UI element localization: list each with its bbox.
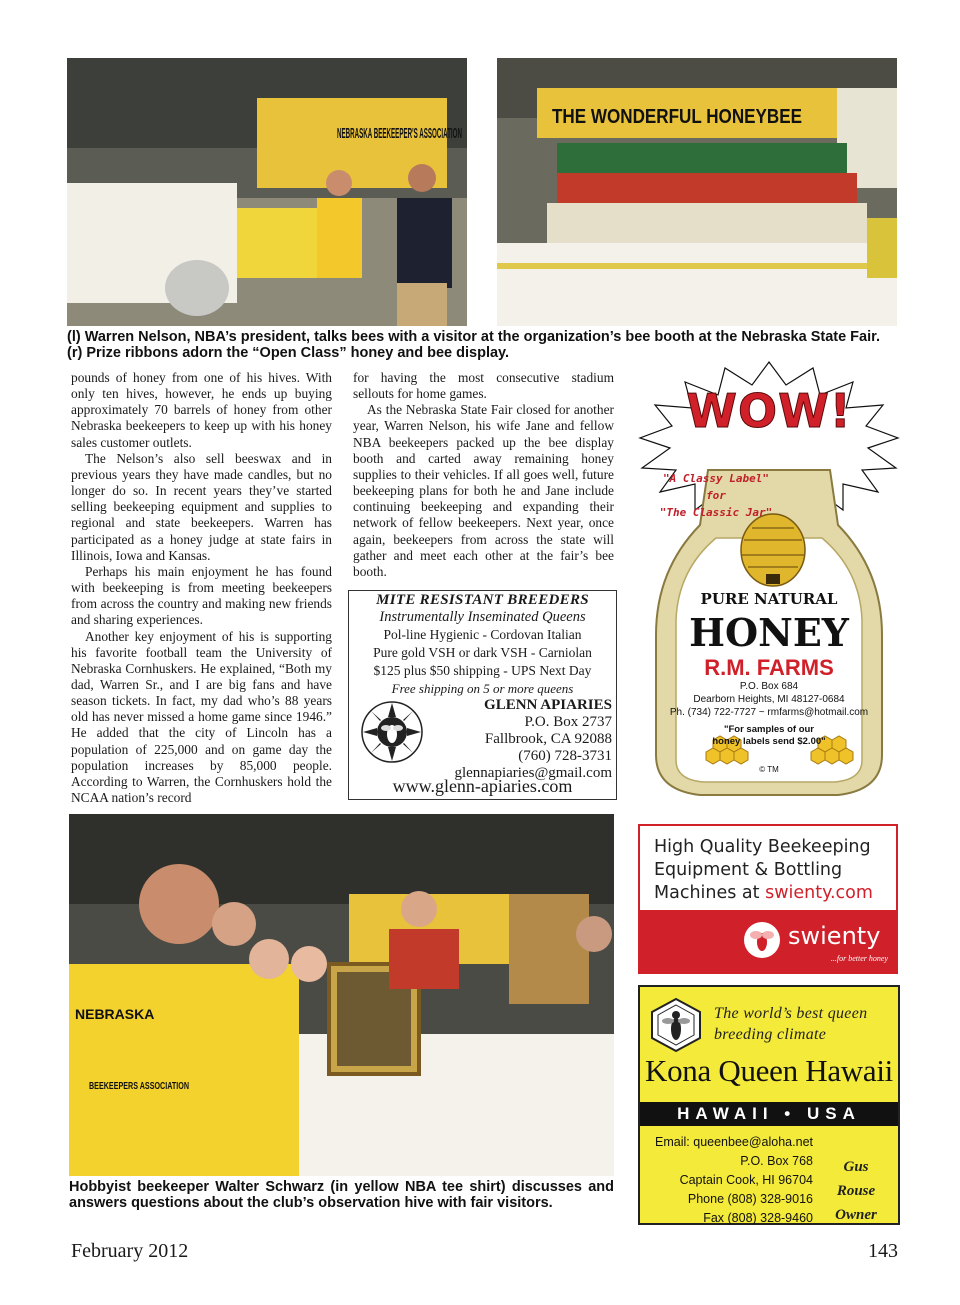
owner-line: Gus [843,1159,869,1175]
tagline-line: for [706,489,726,502]
glenn-website-link[interactable]: www.glenn-apiaries.com [392,776,573,796]
samples-note [638,724,900,748]
honey-title: HONEY [689,610,849,655]
photo-honeybee-display [497,58,897,326]
phone: Phone (808) 328-9016 [687,1192,813,1206]
po-box: P.O. Box 684 [739,681,799,692]
footer-issue-date: February 2012 [71,1240,189,1262]
phone: (760) 728-3731 [518,748,612,764]
farm-name: R.M. FARMS [704,655,834,680]
fax: Fax (808) 328-9460 [703,1211,813,1225]
email[interactable]: glennapiaries@gmail.com [454,765,612,781]
paragraph: pounds of honey from one of his hives. With only ten hives, however, he ends up buying approximately 70 barrels of honey from other Nebraska beekeepers to keep up with his honey sales customer outlets. [71,370,332,450]
ad-title: MITE RESISTANT BREEDERS [376,592,589,608]
footer-page-number: 143 [868,1240,898,1262]
shirt-text: NEBRASKA [75,1006,155,1022]
article-column-2 [353,370,614,580]
swienty-red-band [640,910,896,972]
company-name: GLENN APIARIES [484,697,612,713]
swienty-line [654,882,873,905]
kona-tagline [714,1003,867,1045]
kona-name: Kona Queen Hawaii [645,1053,893,1088]
jar-tagline [646,470,786,521]
paragraph: As the Nebraska State Fair closed for another year, Warren Nelson, his wife Jane and fellow NBA beekeepers packed up the bee display booth and carted away remaining honey supplies to their vehicles. If all goes well, future beekeeping plans for both he and Jane include continuing beekeeping and expanding their network of fellow beekeepers. Next year, once again, beekeepers from across the state will gather and meet each other at the fair’s bee booth. [353,402,614,579]
pure-natural: PURE NATURAL [700,590,838,608]
photo-nebraska-booth [67,58,467,326]
tagline-line: The world’s best queen [714,1005,868,1022]
swienty-line: High Quality Beekeeping [654,837,871,857]
kona-region-bar: HAWAII • USA [640,1102,898,1126]
kona-contact [655,1133,813,1228]
shirt-text-2: BEEKEEPERS ASSOCIATION [89,1081,189,1092]
samples-line: "For samples of our [723,724,815,735]
tagline-line: breeding climate [714,1026,827,1043]
swienty-link[interactable]: swienty.com [765,883,873,903]
ad-line: Free shipping on 5 or more queens [391,681,574,696]
wow-headline: WOW! [686,384,852,438]
owner-line: Rouse [836,1183,876,1199]
owner-line: Owner [835,1207,877,1223]
kona-queen-ad[interactable] [638,985,900,1225]
swienty-logo: swienty [788,922,881,950]
city: Dearborn Heights, MI 48127-0684 [693,694,845,705]
glenn-apiaries-ad[interactable] [348,590,617,800]
city: Captain Cook, HI 96704 [679,1173,813,1187]
tagline-line: "A Classy Label" [663,472,769,485]
kona-owner [826,1155,886,1227]
phone-email: Ph. (734) 722-7727 ~ rmfarms@hotmail.com [669,707,869,718]
display-sign-text: THE WONDERFUL HONEYBEE [552,106,802,128]
swienty-line-prefix: Machines at [654,883,766,903]
ad-line: $125 plus $50 shipping - UPS Next Day [373,663,592,678]
email[interactable]: Email: queenbee@aloha.net [655,1135,813,1149]
ad-line: Pol-line Hygienic - Cordovan Italian [383,627,582,642]
tagline-line: "The Classic Jar" [659,506,773,519]
swienty-logo-icon [744,922,780,958]
trademark: © TM [759,765,779,774]
swienty-slogan: ...for better honey [830,954,888,963]
photo-observation-hive [69,814,614,1176]
booth-sign-text: NEBRASKA BEEKEEPER'S ASSOCIATION [337,125,462,142]
queen-bee-logo-icon [648,997,704,1053]
city: Fallbrook, CA 92088 [484,731,612,747]
glenn-address [432,697,612,782]
swienty-text [654,836,873,905]
article-column-1 [71,370,332,806]
ad-subtitle: Instrumentally Inseminated Queens [379,609,586,625]
bottom-caption: Hobbyist beekeeper Walter Schwarz (in yellow NBA tee shirt) discusses and answers questions about the club’s observation hive with fair visitors. [69,1179,614,1211]
paragraph: for having the most consecutive stadium sellouts for home games. [353,370,614,402]
paragraph: Another key enjoyment of his is supporting his favorite football team the University of Nebraska Cornhuskers. He explained, “Both my dad, Warren Sr., and I are big fans and have season tickets. In fact, my dad who’s 88 years old has never missed a home game since 1946.” He added that the city of Lincoln has a population of 225,000 and on game day the population increases by 85,000 people. According to Warren, the Cornhuskers hold the NCAA nation’s record [71,628,332,806]
paragraph: Perhaps his main enjoyment he has found with beekeeping is from meeting beekeepers from across the country and making new friends and sharing experiences. [71,563,332,628]
farm-address [638,680,900,719]
samples-line: honey labels send $2.00" [712,736,826,747]
bee-logo-icon [361,701,423,763]
ad-line: Pure gold VSH or dark VSH - Carniolan [373,645,592,660]
top-caption: (l) Warren Nelson, NBA’s president, talks bees with a visitor at the organization’s bee booth at the Nebraska State Fair. (r) Prize ribbons adorn the “Open Class” honey and bee display. [67,329,880,361]
rm-farms-ad[interactable] [638,360,900,800]
po-box: P.O. Box 768 [740,1154,813,1168]
po-box: P.O. Box 2737 [524,714,612,730]
swienty-line: Equipment & Bottling [654,860,843,880]
paragraph: The Nelson’s also sell beeswax and in previous years they have made candles, but no longer do so. In recent years they’ve started selling beekeeping equipment and supplies to regional and state beekeepers. Warren has participated as a honey judge at state fairs in Illinois, Iowa and Kansas. [71,450,332,563]
swienty-ad[interactable] [638,824,898,974]
